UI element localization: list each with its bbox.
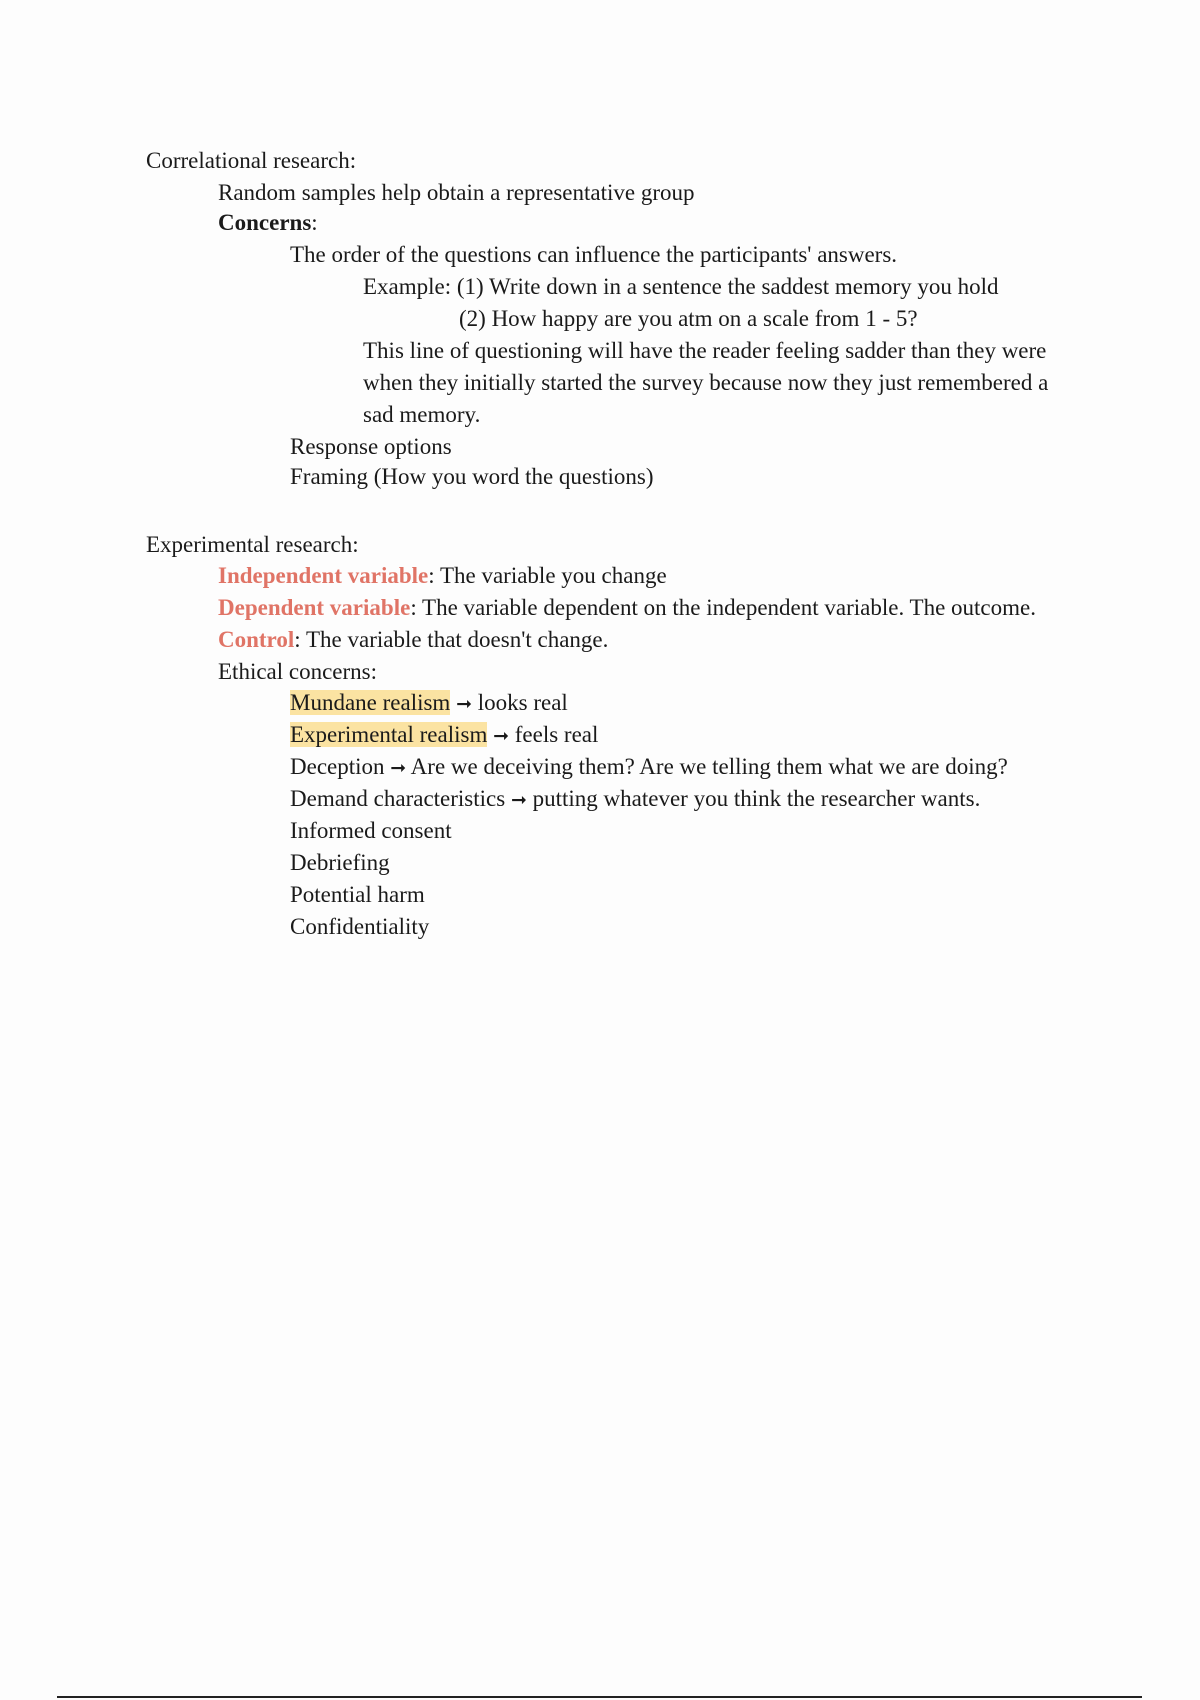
independent-variable-line — [218, 561, 667, 591]
informed-consent: Informed consent — [290, 818, 452, 843]
deception-term: Deception — [290, 754, 391, 779]
arrow-right-icon: ➞ — [456, 693, 472, 715]
experimental-realism-line — [290, 720, 598, 751]
concerns-label-line — [218, 208, 318, 238]
deception-def: Are we deceiving them? Are we telling them what we are doing? — [406, 754, 1008, 779]
dependent-variable-def: : The variable dependent on the independent variable. The outcome. — [410, 595, 1036, 620]
ethical-concerns-heading: Ethical concerns: — [218, 659, 378, 684]
mundane-realism-def: looks real — [472, 690, 568, 715]
correlational-heading: Correlational research: — [146, 148, 357, 173]
confidentiality: Confidentiality — [290, 914, 430, 939]
experimental-realism-def: feels real — [509, 722, 599, 747]
control-def: : The variable that doesn't change. — [294, 627, 609, 652]
mundane-realism-line — [290, 688, 568, 719]
explanation-line-3: sad memory. — [363, 402, 481, 427]
explanation-line-1: This line of questioning will have the reader feeling sadder than they were — [363, 338, 1047, 363]
experimental-heading: Experimental research: — [146, 532, 359, 557]
order-concern: The order of the questions can influence the participants' answers. — [290, 242, 898, 267]
dependent-variable-line — [218, 593, 1036, 623]
independent-variable-def: : The variable you change — [428, 563, 667, 588]
arrow-right-icon: ➞ — [493, 725, 510, 747]
demand-characteristics-line — [290, 784, 980, 815]
example-line-2: (2) How happy are you atm on a scale from 1 - 5? — [459, 306, 918, 331]
framing-note: Framing (How you word the questions) — [290, 464, 654, 489]
control-term: Control — [218, 627, 295, 652]
mundane-realism-term: Mundane realism — [290, 690, 451, 715]
explanation-line-2: when they initially started the survey because now they just remembered a — [363, 370, 1049, 395]
concerns-label: Concerns — [218, 210, 312, 235]
arrow-right-icon: ➞ — [390, 757, 407, 779]
concerns-colon: : — [311, 210, 318, 235]
dependent-variable-term: Dependent variable — [218, 595, 411, 620]
experimental-realism-term: Experimental realism — [290, 722, 488, 747]
random-samples-note: Random samples help obtain a representative group — [218, 180, 695, 205]
independent-variable-term: Independent variable — [218, 563, 429, 588]
demand-characteristics-def: putting whatever you think the researcher wants. — [526, 786, 981, 811]
arrow-right-icon: ➞ — [510, 789, 527, 811]
response-options: Response options — [290, 434, 452, 459]
example-line-1: Example: (1) Write down in a sentence the saddest memory you hold — [363, 274, 999, 299]
demand-characteristics-term: Demand characteristics — [290, 786, 511, 811]
page-bottom-rule — [57, 1696, 1142, 1698]
debriefing: Debriefing — [290, 850, 390, 875]
potential-harm: Potential harm — [290, 882, 425, 907]
control-line — [218, 625, 608, 655]
deception-line — [290, 752, 1008, 783]
